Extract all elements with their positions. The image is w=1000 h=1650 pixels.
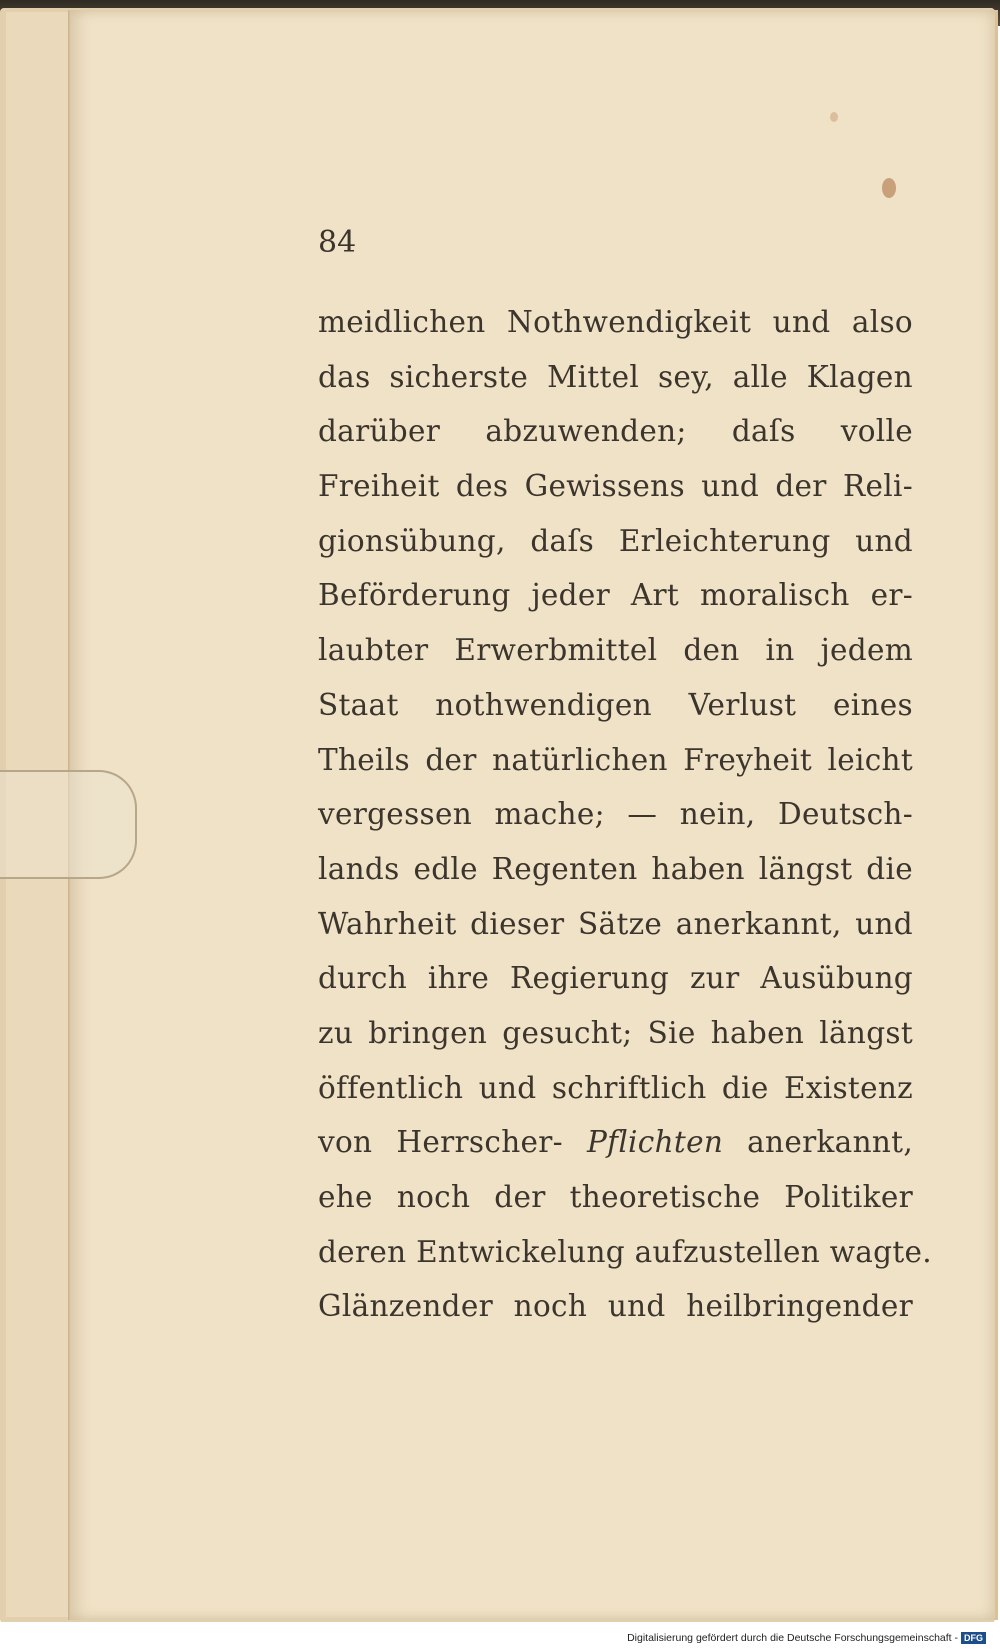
text-line: Theils der natürlichen Freyheit leicht bbox=[318, 742, 913, 777]
text-line: zu bringen gesucht; Sie haben längst bbox=[318, 1015, 913, 1050]
page-number: 84 bbox=[318, 225, 357, 260]
bookmark-tab bbox=[0, 770, 137, 879]
paper-stain bbox=[882, 178, 896, 198]
text-line: Glänzender noch und heilbringender bbox=[318, 1289, 913, 1324]
text-line: Staat nothwendigen Verlust eines bbox=[318, 687, 913, 722]
text-line: vergessen mache; — nein, Deutsch- bbox=[318, 797, 913, 832]
text-line-italic-mix bbox=[318, 1115, 913, 1170]
text-line: das sicherste Mittel sey, alle Klagen bbox=[318, 359, 913, 394]
text-line: Wahrheit dieser Sätze anerkannt, und bbox=[318, 906, 913, 941]
footer-credit-text: Digitalisierung gefördert durch die Deutsche Forschungsgemeinschaft - bbox=[627, 1632, 958, 1644]
text-line: durch ihre Regierung zur Ausübung bbox=[318, 961, 913, 996]
text-line: Beförderung jeder Art moralisch er- bbox=[318, 578, 913, 613]
text-segment: von Herrscher- bbox=[318, 1125, 563, 1160]
text-segment: anerkannt, bbox=[747, 1125, 913, 1160]
footer-credit bbox=[627, 1632, 986, 1644]
text-line: öffentlich und schriftlich die Existenz bbox=[318, 1070, 913, 1105]
text-line: ehe noch der theoretische Politiker bbox=[318, 1180, 913, 1214]
text-line: meidlichen Nothwendigkeit und also bbox=[318, 305, 913, 339]
text-line: deren Entwickelung aufzustellen wagte. bbox=[318, 1234, 932, 1269]
text-line: darüber abzuwenden; daſs volle bbox=[318, 414, 913, 449]
italic-word: Pflichten bbox=[586, 1125, 724, 1160]
paper-stain bbox=[830, 112, 838, 122]
text-line: lands edle Regenten haben längst die bbox=[318, 851, 913, 886]
text-line: gionsübung, daſs Erleichterung und bbox=[318, 523, 913, 558]
dfg-logo: DFG bbox=[961, 1632, 986, 1644]
text-line: Freiheit des Gewissens und der Reli- bbox=[318, 469, 913, 504]
text-line: laubter Erwerbmittel den in jedem bbox=[318, 633, 913, 668]
body-text bbox=[318, 295, 932, 1334]
